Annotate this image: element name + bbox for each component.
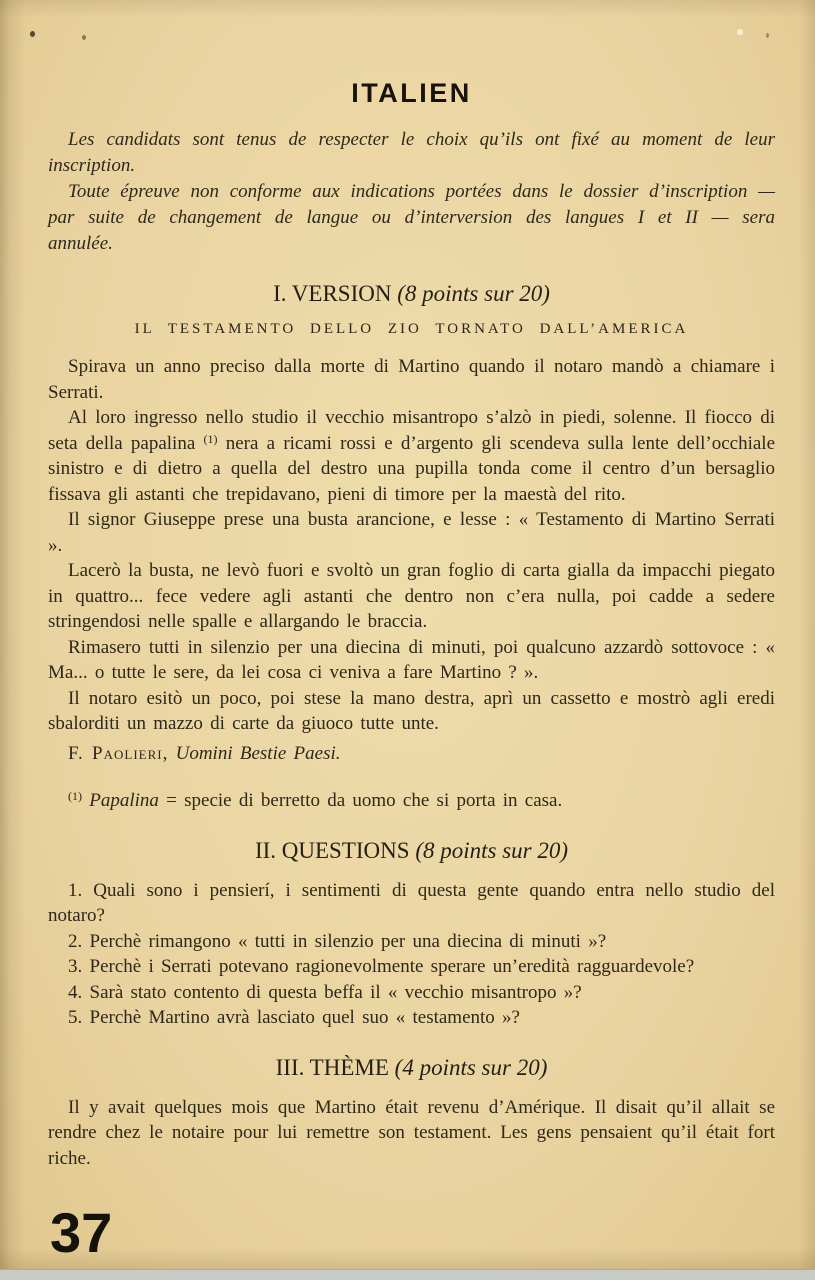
questions-list [48,878,775,1031]
page-title: ITALIEN [351,78,472,108]
attribution-line [48,741,733,767]
question-item: 4. Sarà stato contento di questa beffa il « vecchio misantropo »? [68,981,582,1003]
notice-paragraph: Toute épreuve non conforme aux indications portées dans le dossier d’inscription — par suite de changement de langue ou d’interversion des langues I et II — sera annulée. [48,181,775,254]
section-title: I. VERSION [273,281,392,306]
footnote-marker: (1) [68,789,82,803]
author-name: F. Paolieri, [68,742,169,764]
passage-paragraph: Il notaro esitò un poco, poi stese la mano destra, aprì un cassetto e mostrò agli eredi sbalorditi un mazzo di carte da giuoco tutte unte. [48,687,775,734]
notice-paragraph: Les candidats sont tenus de respecter le choix qu’ils ont fixé au moment de leur inscription. [48,129,775,176]
paper-speck [82,35,86,40]
passage-paragraph: Il y avait quelques mois que Martino était revenu d’Amérique. Il disait qu’il allait se rendre chez le notaire pour lui remettre son testament. Les gens pensaient qu’il était fort riche. [48,1096,775,1169]
footnote [48,788,775,814]
version-text-title: IL TESTAMENTO DELLO ZIO TORNATO DALL’AMERICA [134,321,689,337]
passage-paragraph: Spirava un anno preciso dalla morte di Martino quando il notaro mandò a chiamare i Serrati. [48,356,775,403]
section-points: (4 points sur 20) [394,1054,548,1080]
theme-passage [48,1095,775,1172]
question-item: 5. Perchè Martino avrà lasciato quel suo « testamento »? [68,1007,520,1028]
section-points: (8 points sur 20) [397,281,550,306]
passage-text: nera a ricami rossi e d’argento gli scendeva sulla lente dell’occhiale sinistro e di dietro a quella del destro una pupilla tonda come il centro d’un bersaglio fissava gli astanti che trepidavano, pieni di timore per la maestà del rito. [48,432,776,505]
paper-speck [737,29,743,35]
question-item: 3. Perchè i Serrati potevano ragionevolmente sperare un’eredità ragguardevole? [68,956,695,977]
passage-paragraph: Il signor Giuseppe prese una busta arancione, e lesse : « Testamento di Martino Serrati ». [48,509,775,556]
version-passage [48,354,775,814]
question-item: 2. Perchè rimangono « tutti in silenzio per una diecina di minuti »? [68,930,607,952]
section-heading-version [48,281,775,307]
question-item: 1. Quali sono i pensierí, i sentimenti di questa gente quando entra nello studio del notaro? [48,879,775,926]
section-heading-questions [48,838,775,864]
footnote-term: Papalina [89,790,159,811]
section-points: (8 points sur 20) [415,837,569,863]
section-title: III. THÈME [275,1054,389,1080]
work-title: Uomini Bestie Paesi. [175,742,341,764]
paper-speck [30,31,35,37]
paper-speck [766,33,769,38]
passage-paragraph [48,405,775,507]
scanner-bed-strip [0,1269,815,1280]
section-title: II. QUESTIONS [254,837,410,863]
candidate-notice [48,127,775,257]
page-number: 37 [50,1201,113,1264]
footnote-reference: (1) [203,431,218,446]
footnote-text: = specie di berretto da uomo che si porta in casa. [166,790,563,811]
section-heading-theme [48,1055,775,1081]
passage-paragraph: Rimasero tutti in silenzio per una diecina di minuti, poi qualcuno azzardò sottovoce : « Ma... o tutte le sere, da lei cosa ci veniva a fare Martino ? ». [48,636,775,683]
passage-paragraph: Lacerò la busta, ne levò fuori e svoltò un gran foglio di carta gialla da impacchi piegato in quattro... fece vedere agli astanti che dentro non c’era nulla, poi cadde a sedere stringendosi nelle spalle e allargando le braccia. [48,560,775,632]
passage-text: Al loro ingresso nello studio il vecchio misantropo s’alzò in piedi, solenne. Il fiocco di seta della papalina [48,407,775,454]
